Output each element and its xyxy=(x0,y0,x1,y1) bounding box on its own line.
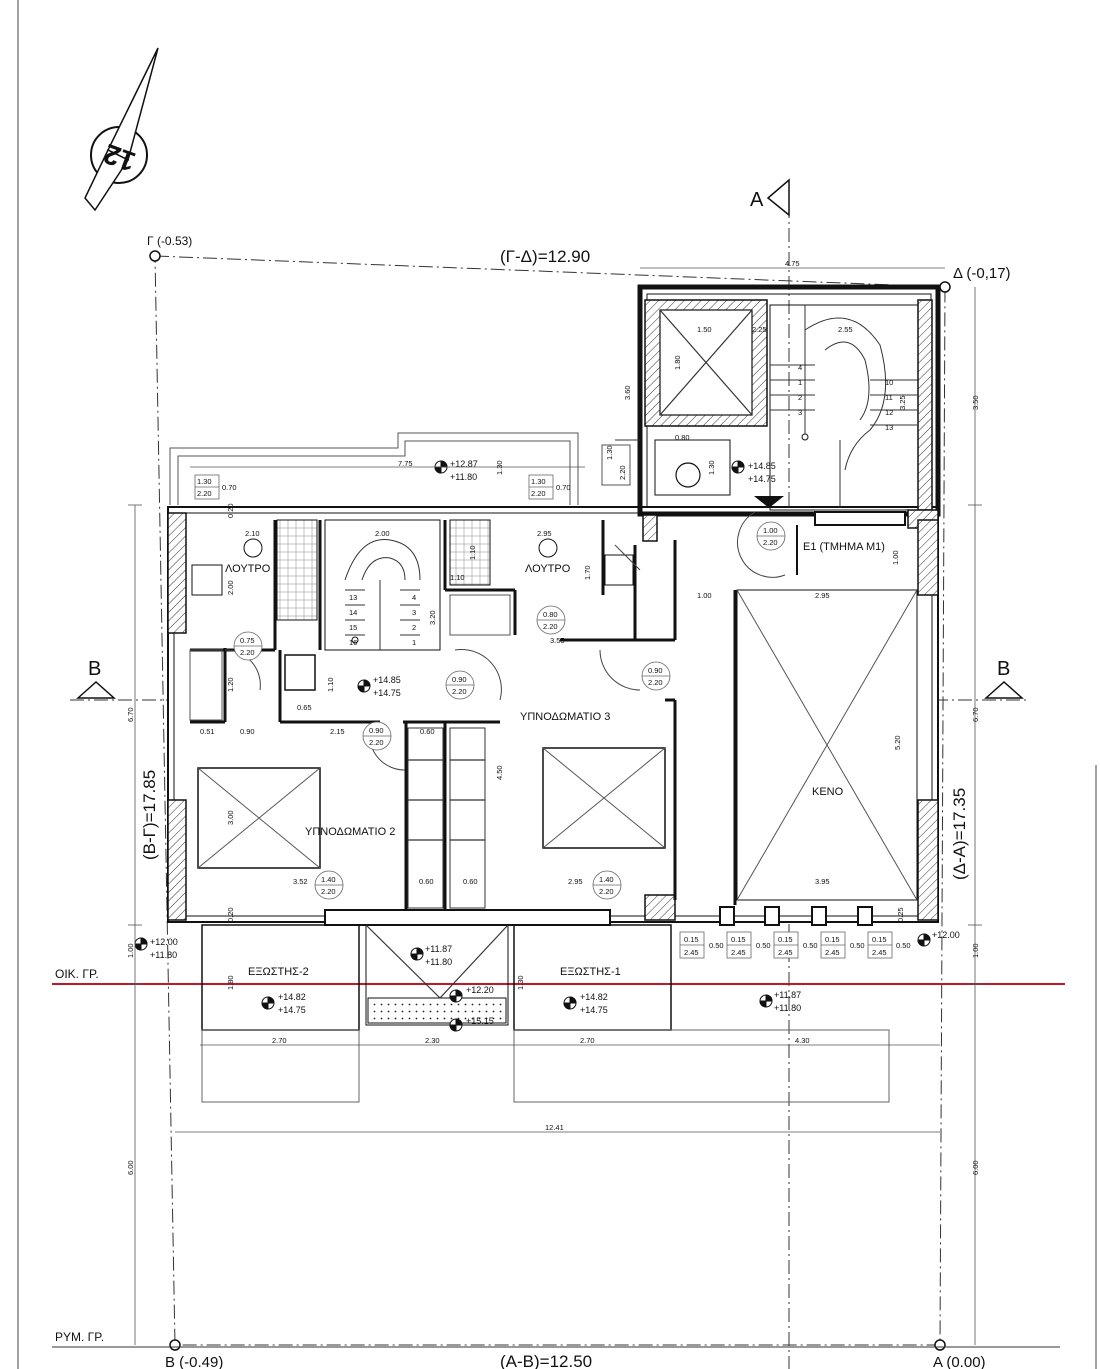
open-4-h: 2.20 xyxy=(240,648,255,657)
dim-110c: 1.10 xyxy=(326,677,335,692)
roof-outline-inner xyxy=(178,441,570,505)
win-2-h: 2.45 xyxy=(778,948,793,957)
dim-020b: 0.20 xyxy=(226,503,235,518)
dim-020: 0.20 xyxy=(226,907,235,922)
dim-130: 1.30 xyxy=(495,460,504,475)
open-0-h: 2.20 xyxy=(197,489,212,498)
side-bg-label: (Β-Γ)=17.85 xyxy=(140,769,159,860)
open-8-h: 2.20 xyxy=(369,738,384,747)
win-1-h: 2.45 xyxy=(731,948,746,957)
open-9-w: 1.40 xyxy=(321,875,336,884)
room-bath-left: ΛΟΥΤΡΟ xyxy=(225,563,271,575)
win-3-h: 2.45 xyxy=(825,948,840,957)
level-right-out-bot: +11.80 xyxy=(774,1003,802,1013)
dim-350: 3.50 xyxy=(971,395,980,410)
wheelchair-icon xyxy=(676,463,700,487)
dim-051: 0.51 xyxy=(200,727,215,736)
open-6-w: 0.90 xyxy=(452,675,467,684)
open-5-w: 0.80 xyxy=(543,610,558,619)
section-b-right-label: Β xyxy=(997,658,1011,680)
dim-170: 1.70 xyxy=(583,565,592,580)
level-mid-out-bot: +11.80 xyxy=(425,957,453,967)
open-0-w: 1.30 xyxy=(197,477,212,486)
open-3-h: 2.20 xyxy=(763,538,778,547)
open-10-h: 2.20 xyxy=(599,887,614,896)
open-6-h: 2.20 xyxy=(452,687,467,696)
dim-450: 4.50 xyxy=(495,765,504,780)
win-4-h: 2.45 xyxy=(872,948,887,957)
dim-060: 0.60 xyxy=(420,727,435,736)
open-4-w: 0.75 xyxy=(240,636,255,645)
dim-430: 4.30 xyxy=(795,1036,810,1045)
dim-025: 0.25 xyxy=(896,907,905,922)
level-bal2-top: +14.82 xyxy=(278,992,306,1002)
dim-295: 2.95 xyxy=(537,529,552,538)
win-gap-2: 0.50 xyxy=(756,941,771,950)
room-bath-mid: ΛΟΥΤΡΟ xyxy=(525,563,571,575)
level-mid-out-top: +11.87 xyxy=(425,944,453,954)
bottom-center-wall xyxy=(325,910,610,925)
dim-355: 3.55 xyxy=(550,636,565,645)
street-line-label: ΡΥΜ. ΓΡ. xyxy=(55,1330,105,1344)
corner-b-marker xyxy=(170,1340,180,1350)
dim-775: 7.75 xyxy=(398,459,413,468)
dim-200: 2.00 xyxy=(375,529,390,538)
dim-110: 1.10 xyxy=(468,545,477,560)
side-da-label: (Δ-Α)=17.35 xyxy=(950,787,969,880)
open-3-w: 1.00 xyxy=(763,526,778,535)
open-0-x: 0.70 xyxy=(222,483,237,492)
level-bal2-bot: +14.75 xyxy=(278,1005,306,1015)
dim-100d: 1.00 xyxy=(971,943,980,958)
open-7-h: 2.20 xyxy=(648,678,663,687)
open-1-h: 2.20 xyxy=(531,489,546,498)
stair2-num-13: 13 xyxy=(885,423,894,432)
win-gap-3: 0.50 xyxy=(803,941,818,950)
dim-080: 0.80 xyxy=(675,433,690,442)
dim-200b: 2.00 xyxy=(226,580,235,595)
stair2-num-4: 4 xyxy=(798,363,803,372)
bed-room3 xyxy=(543,748,665,848)
dim-395: 3.95 xyxy=(815,877,830,886)
corner-d-label: Δ (-0,17) xyxy=(953,265,1011,282)
dim-110b: 1.10 xyxy=(450,573,465,582)
win-gap-5: 0.50 xyxy=(896,941,911,950)
win-0-h: 2.45 xyxy=(684,948,699,957)
dim-230: 2.30 xyxy=(425,1036,440,1045)
side-ab-label: (Α-Β)=12.50 xyxy=(500,1352,593,1369)
dim-225: 2.25 xyxy=(752,325,767,334)
dim-600b: 6.00 xyxy=(971,1160,980,1175)
dim-060b: 0.60 xyxy=(419,877,434,886)
dim-600: 6.00 xyxy=(126,1160,135,1175)
bed-room2 xyxy=(198,768,320,868)
north-label: 12 xyxy=(99,137,140,178)
win-2-w: 0.15 xyxy=(778,935,793,944)
section-b-left-label: Β xyxy=(88,658,102,680)
mid-pier-hatch xyxy=(643,515,657,541)
left-wall-hatch-2 xyxy=(168,800,186,920)
building-line-label: ΟΙΚ. ΓΡ. xyxy=(55,967,99,981)
e1-wall xyxy=(815,512,905,525)
level-hall-top: +14.85 xyxy=(373,675,401,685)
stair-num-2: 2 xyxy=(412,623,417,632)
dim-475: 4.75 xyxy=(785,259,800,268)
section-b-left-marker-icon xyxy=(78,682,114,698)
stair-num-4: 4 xyxy=(412,593,417,602)
dim-352: 3.52 xyxy=(293,877,308,886)
dim-360: 3.60 xyxy=(623,385,632,400)
room-balcony2: ΕΞΩΣΤΗΣ-2 xyxy=(248,966,309,978)
room-bedroom2: ΥΠΝΟΔΩΜΑΤΙΟ 2 xyxy=(305,826,396,838)
open-7-w: 0.90 xyxy=(648,666,663,675)
section-a-label: Α xyxy=(750,189,764,211)
corner-d-marker xyxy=(940,282,950,292)
dim-150: 1.50 xyxy=(697,325,712,334)
room-void: ΚΕΝΟ xyxy=(812,786,844,798)
dim-270: 2.70 xyxy=(272,1036,287,1045)
toilet-left xyxy=(244,539,262,557)
dim-520: 5.20 xyxy=(893,735,902,750)
right-wall-hatch-1 xyxy=(918,800,938,920)
tower-right-hatch xyxy=(918,300,932,510)
north-arrow-icon xyxy=(85,48,158,210)
dim-090: 0.90 xyxy=(240,727,255,736)
side-gd-label: (Γ-Δ)=12.90 xyxy=(500,247,591,266)
dim-100b: 1.00 xyxy=(891,550,900,565)
dim-325: 3.25 xyxy=(898,395,907,410)
stair2-num-1: 1 xyxy=(798,378,803,387)
right-wall-hatch-2 xyxy=(918,520,938,595)
room-balcony1: ΕΞΩΣΤΗΣ-1 xyxy=(560,966,621,978)
stair-num-1: 1 xyxy=(412,638,417,647)
dim-670: 6.70 xyxy=(126,707,135,722)
win-0-w: 0.15 xyxy=(684,935,699,944)
open-5-h: 2.20 xyxy=(543,622,558,631)
lower-outline-right xyxy=(514,1030,889,1102)
win-3-w: 0.15 xyxy=(825,935,840,944)
open-2-h: 2.20 xyxy=(618,465,627,480)
stair-num-13: 13 xyxy=(349,593,358,602)
corner-b-label: Β (-0.49) xyxy=(165,1354,224,1369)
win-1-w: 0.15 xyxy=(731,935,746,944)
dim-295c: 2.95 xyxy=(568,877,583,886)
stair-num-16: 16 xyxy=(349,638,358,647)
left-wall-hatch-1 xyxy=(168,513,186,633)
spiral-stair-right xyxy=(754,305,918,510)
level-right-out-top: +11.87 xyxy=(774,990,802,1000)
toilet-mid xyxy=(539,539,557,557)
corner-a-marker xyxy=(935,1340,945,1350)
dim-120: 1.20 xyxy=(226,677,235,692)
stair2-num-3: 3 xyxy=(798,408,803,417)
roof-outline xyxy=(170,433,578,505)
level-roof-top: +12.87 xyxy=(450,459,478,469)
dim-300: 3.00 xyxy=(226,810,235,825)
dim-180b: 1.80 xyxy=(226,975,235,990)
level-stair-bot: +14.75 xyxy=(748,474,776,484)
section-b-right-marker-icon xyxy=(986,682,1022,698)
dim-255: 2.55 xyxy=(838,325,853,334)
dim-100: 1.00 xyxy=(697,591,712,600)
dim-130c: 1.30 xyxy=(516,975,525,990)
level-bal1-bot: +14.75 xyxy=(580,1005,608,1015)
dim-130b: 1.30 xyxy=(707,460,716,475)
level-cen-bot: +15.15 xyxy=(466,1016,494,1026)
level-hall-bot: +14.75 xyxy=(373,688,401,698)
open-2-w: 1.30 xyxy=(605,445,614,460)
dim-180: 1.80 xyxy=(673,355,682,370)
stair-num-3: 3 xyxy=(412,608,417,617)
corner-a-label: Α (0.00) xyxy=(933,1354,986,1369)
dim-215: 2.15 xyxy=(330,727,345,736)
level-cen-top: +12.20 xyxy=(466,985,494,995)
room-bedroom3: ΥΠΝΟΔΩΜΑΤΙΟ 3 xyxy=(520,711,611,723)
dim-270b: 2.70 xyxy=(580,1036,595,1045)
dim-210: 2.10 xyxy=(245,529,260,538)
stair2-num-2: 2 xyxy=(798,393,803,402)
stair-num-14: 14 xyxy=(349,608,358,617)
dim-065: 0.65 xyxy=(297,703,312,712)
dim-320: 3.20 xyxy=(428,610,437,625)
stair2-num-10: 10 xyxy=(885,378,894,387)
shower-left xyxy=(277,520,317,620)
dim-100c: 1.00 xyxy=(126,943,135,958)
dim-060c: 0.60 xyxy=(463,877,478,886)
win-4-w: 0.15 xyxy=(872,935,887,944)
stair2-num-11: 11 xyxy=(885,393,893,402)
open-1-x: 0.70 xyxy=(556,483,571,492)
level-bal1-top: +14.82 xyxy=(580,992,608,1002)
win-gap-4: 0.50 xyxy=(850,941,865,950)
dim-295b: 2.95 xyxy=(815,591,830,600)
level-left-out-bot: +11.80 xyxy=(150,950,178,960)
room-e1: Ε1 (ΤΜΗΜΑ Μ1) xyxy=(803,541,885,553)
open-9-h: 2.20 xyxy=(321,887,336,896)
level-roof-bot: +11.80 xyxy=(450,472,478,482)
corner-g-label: Γ (-0.53) xyxy=(147,234,193,248)
bottom-pier-hatch xyxy=(645,895,675,920)
corner-g-marker xyxy=(150,251,160,261)
dim-1241: 12.41 xyxy=(545,1123,564,1132)
open-10-w: 1.40 xyxy=(599,875,614,884)
open-1-w: 1.30 xyxy=(531,477,546,486)
section-a-marker-icon xyxy=(768,180,789,215)
stair-num-15: 15 xyxy=(349,623,358,632)
stair2-num-12: 12 xyxy=(885,408,894,417)
dim-670b: 6.70 xyxy=(971,707,980,722)
level-stair-top: +14.85 xyxy=(748,461,776,471)
level-right-corner: +12.00 xyxy=(932,930,960,940)
shaft-left xyxy=(285,655,315,690)
open-8-w: 0.90 xyxy=(369,726,384,735)
washbasin-left xyxy=(192,565,222,595)
win-gap-1: 0.50 xyxy=(709,941,724,950)
level-left-out-top: +12.00 xyxy=(150,937,178,947)
